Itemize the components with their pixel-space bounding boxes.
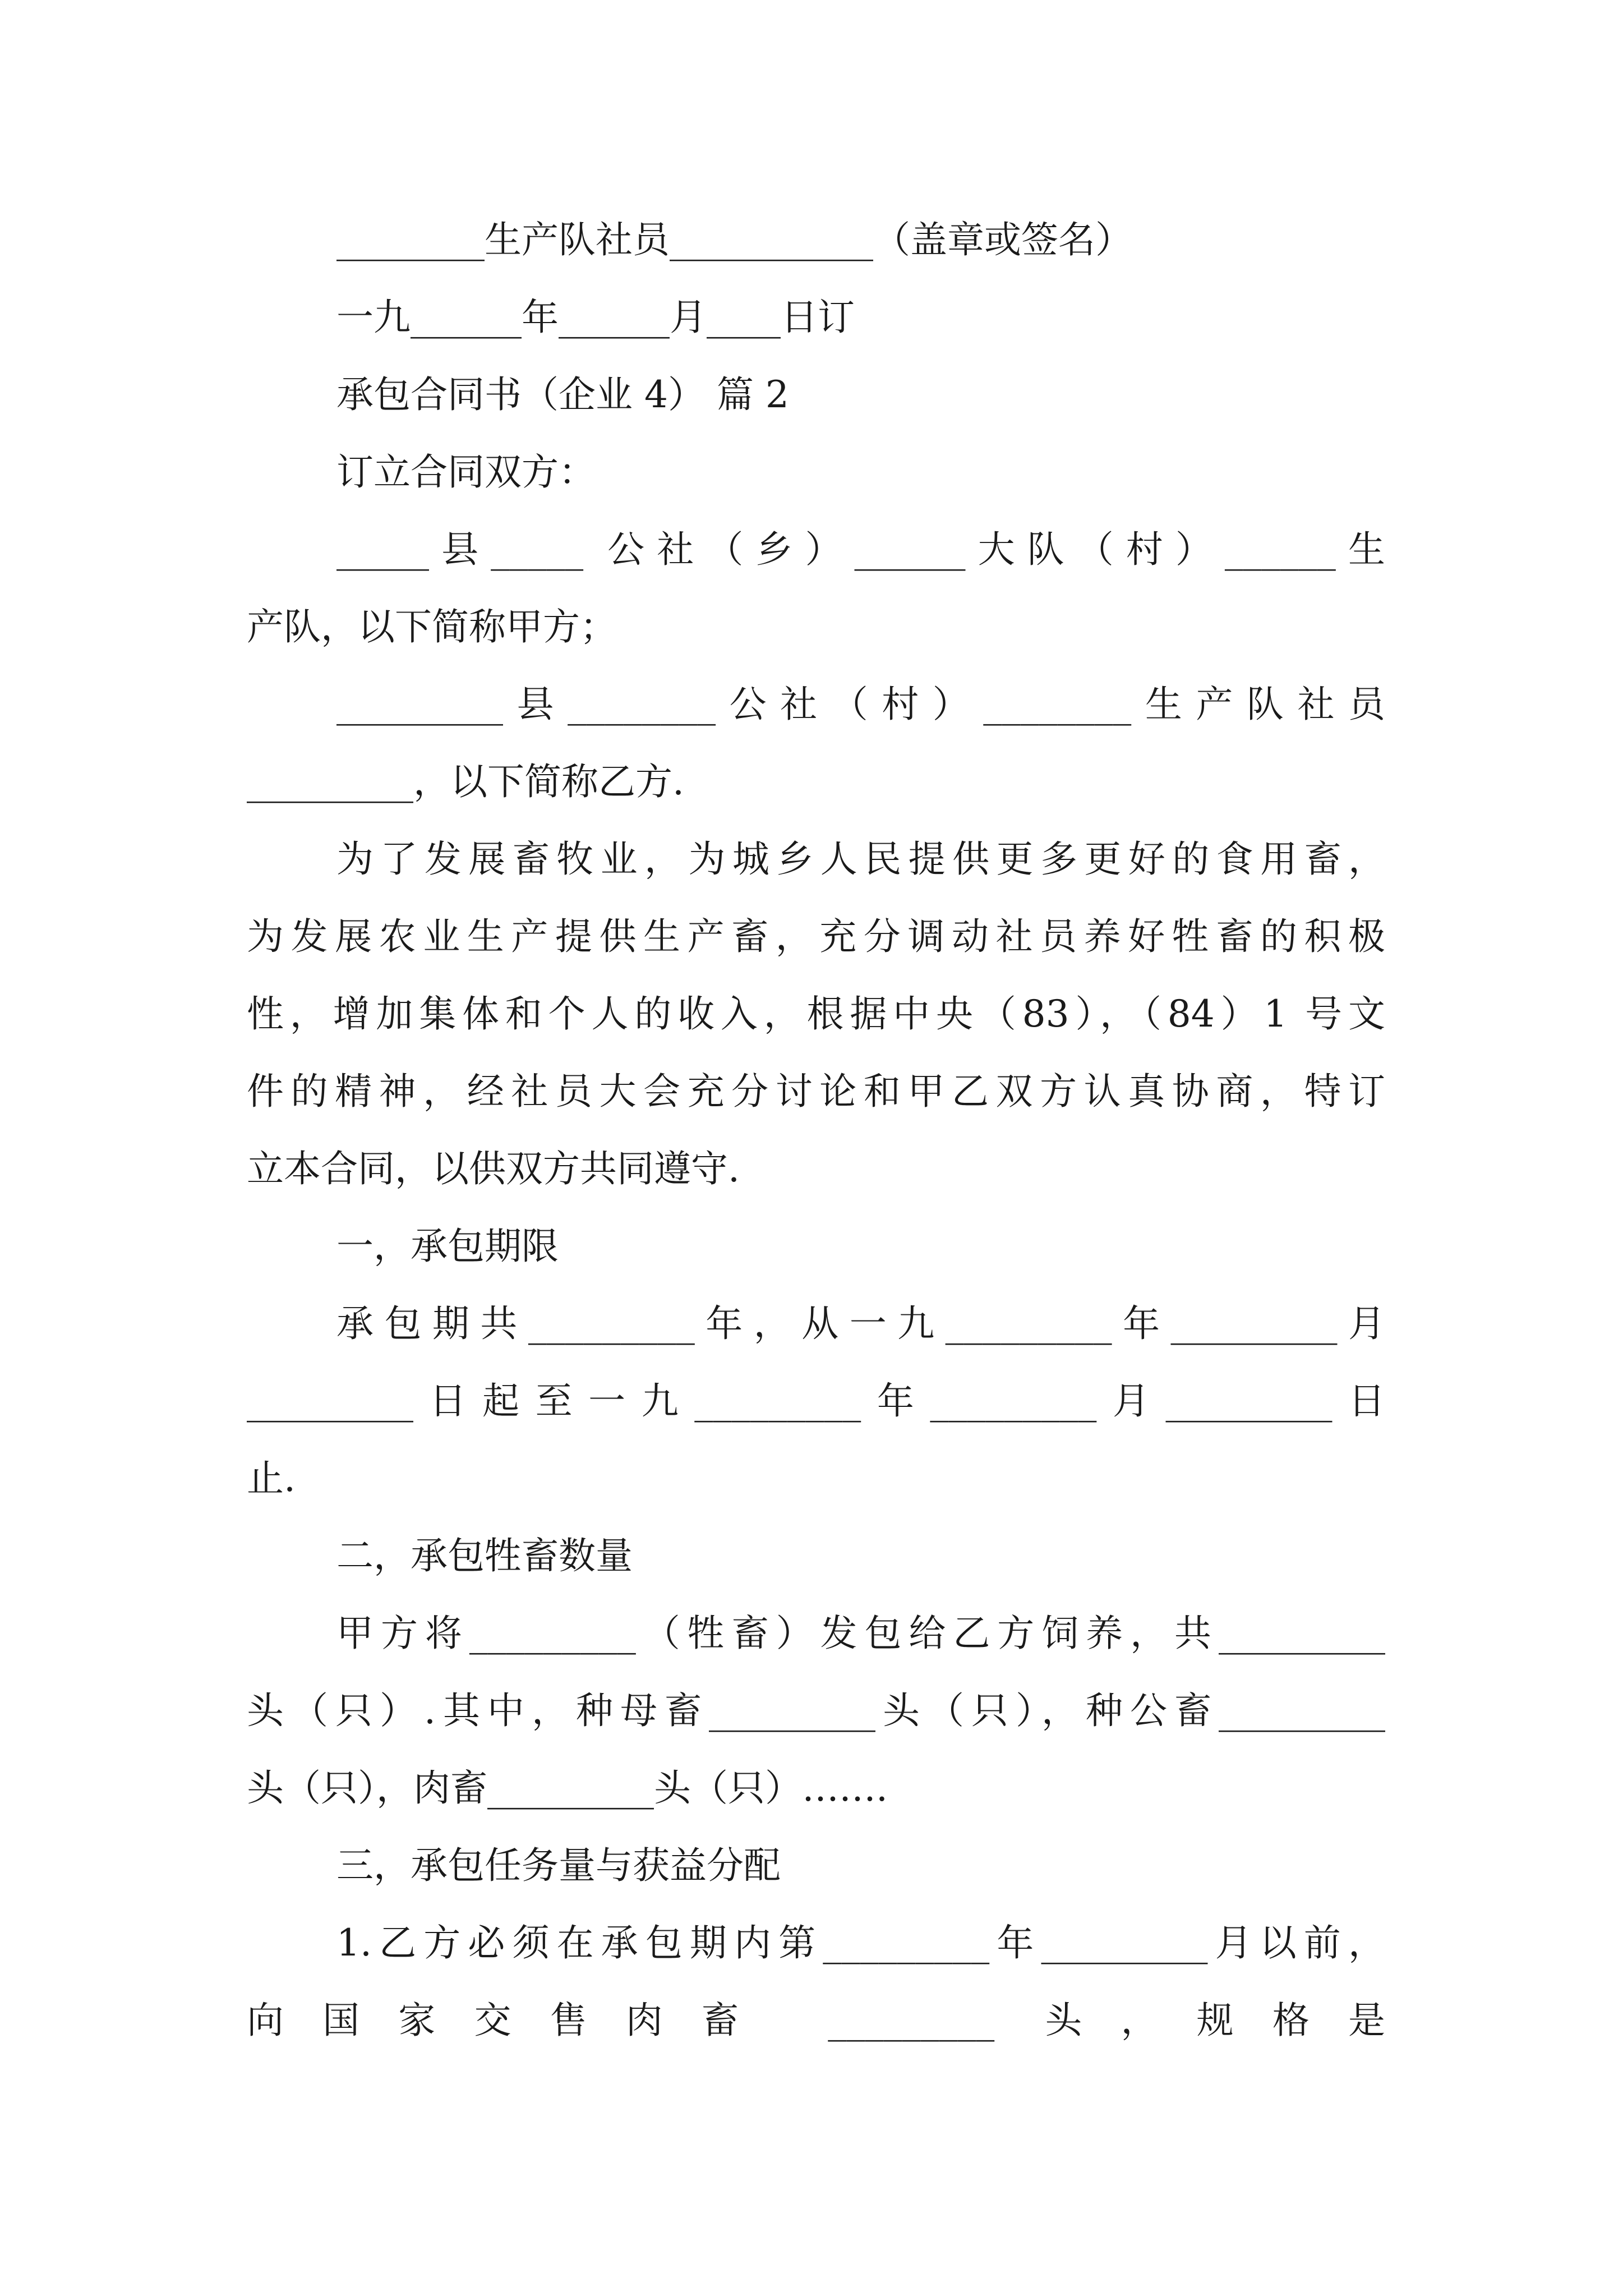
signature-line: ________生产队社员___________（盖章或签名）: [336, 218, 1132, 261]
clause-2-line-1: 甲方将_________（牲畜）发包给乙方饲养，共_________: [336, 1612, 1385, 1655]
purpose-line-2: 为发展农业生产提供生产畜，充分调动社员养好牲畜的积极: [247, 915, 1385, 958]
purpose-line-1: 为了发展畜牧业，为城乡人民提供更多更好的食用畜，: [336, 838, 1385, 881]
party-a-line-1: _____县_____ 公社（乡）______大队（村）______生: [336, 528, 1385, 571]
date-line: 一九______年______月____日订: [336, 296, 855, 339]
clause-2-heading: 二，承包牲畜数量: [336, 1534, 633, 1577]
purpose-line-3: 性，增加集体和个人的收入，根据中央（83），（84）1 号文: [247, 992, 1385, 1036]
clause-3-line-1: 1.乙方必须在承包期内第_________年_________月以前，: [336, 1921, 1385, 1964]
clause-1-line-1: 承包期共_________年，从一九_________年_________月: [336, 1302, 1385, 1345]
parties-heading: 订立合同双方：: [336, 450, 596, 494]
clause-1-line-2: _________日起至一九_________年_________月_________日: [247, 1379, 1385, 1423]
clause-2-line-2: 头（只）.其中，种母畜_________头（只），种公畜_________: [247, 1689, 1385, 1732]
party-b-line-1: _________县________公社（村）________生产队社员: [336, 683, 1385, 726]
purpose-line-4: 件的精神，经社员大会充分讨论和甲乙双方认真协商，特订: [247, 1070, 1385, 1113]
clause-1-heading: 一，承包期限: [336, 1225, 559, 1268]
clause-3-heading: 三，承包任务量与获益分配: [336, 1844, 781, 1887]
clause-1-line-3: 止.: [247, 1457, 296, 1500]
party-a-line-2: 产队，以下简称甲方；: [247, 605, 617, 648]
section-title: 承包合同书（企业 4） 篇 2: [336, 373, 789, 416]
party-b-line-2: _________，以下简称乙方.: [247, 760, 684, 803]
purpose-line-5: 立本合同，以供双方共同遵守.: [247, 1147, 740, 1190]
clause-3-line-2: 向国家交售肉畜 _________ 头，规格是: [247, 1999, 1385, 2042]
clause-2-line-3: 头（只），肉畜_________头（只）…….: [247, 1766, 888, 1810]
